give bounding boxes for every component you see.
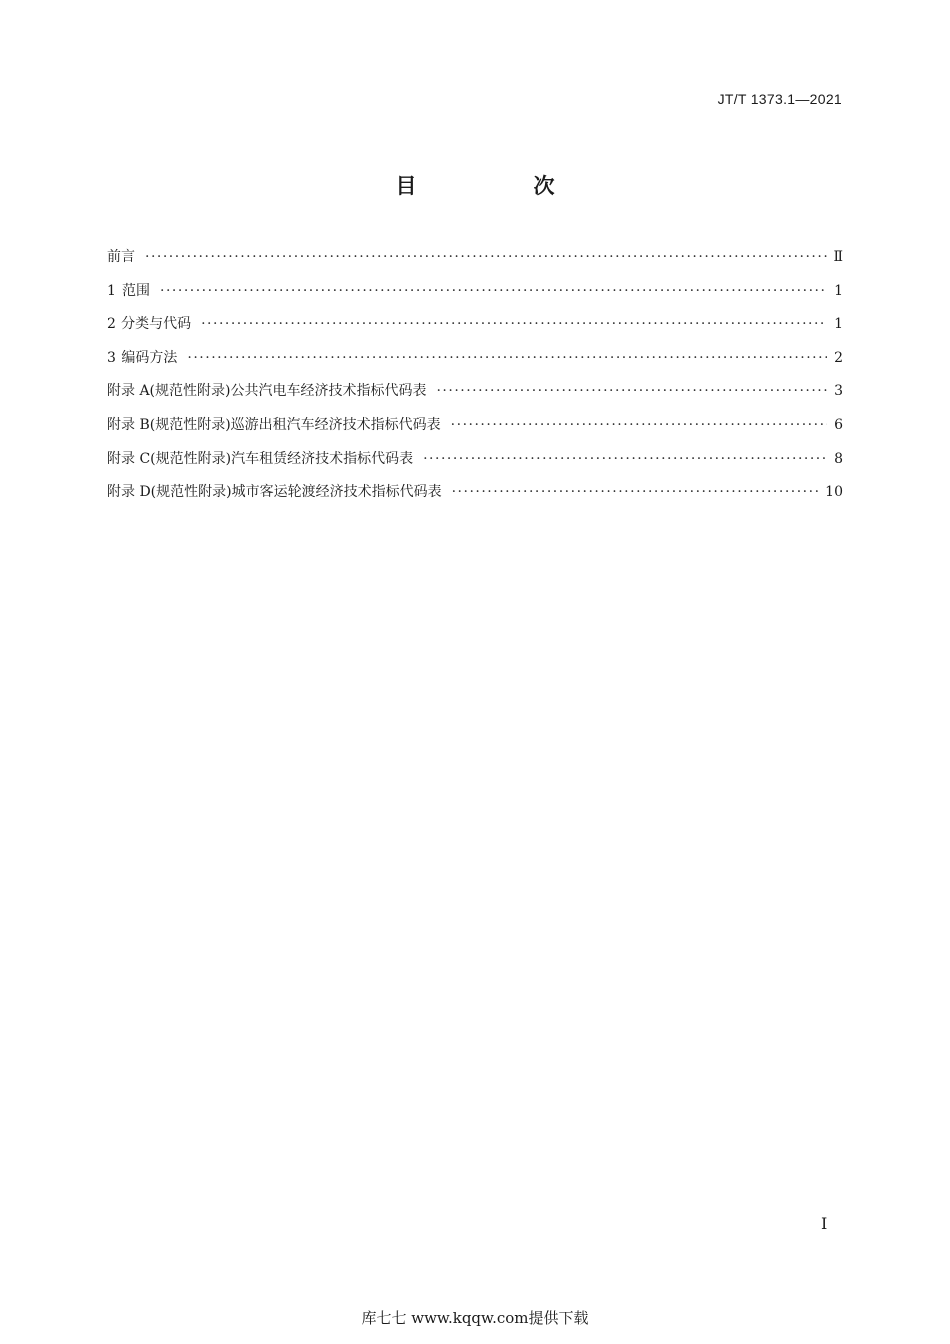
toc-entry-label: 汽车租赁经济技术指标代码表 bbox=[231, 450, 414, 467]
toc-entry-prefix: 附录 C(规范性附录) bbox=[107, 450, 232, 467]
toc-leader-dots bbox=[451, 414, 827, 436]
toc-entry-prefix: 附录 D(规范性附录) bbox=[107, 484, 232, 501]
table-of-contents bbox=[107, 246, 843, 515]
toc-entry-page: 10 bbox=[825, 484, 843, 501]
toc-entry-scope[interactable] bbox=[107, 280, 843, 314]
toc-entry-label: 巡游出租汽车经济技术指标代码表 bbox=[230, 416, 441, 433]
toc-entry-label: 城市客运轮渡经济技术指标代码表 bbox=[231, 484, 442, 501]
toc-entry-number: 3 bbox=[107, 349, 116, 366]
toc-entry-page: 3 bbox=[834, 383, 843, 400]
toc-leader-dots bbox=[423, 448, 827, 470]
toc-entry-appendix-c[interactable] bbox=[107, 448, 843, 482]
toc-entry-label: 编码方法 bbox=[121, 349, 178, 366]
toc-leader-dots bbox=[436, 380, 827, 402]
footer-watermark-text: 库七七 www.kqqw.com提供下载 bbox=[361, 1309, 589, 1327]
toc-entry-label: 前言 bbox=[107, 249, 135, 265]
toc-leader-dots bbox=[160, 280, 827, 302]
toc-entry-page: 1 bbox=[834, 316, 843, 333]
toc-entry-page: 6 bbox=[834, 416, 843, 433]
toc-entry-classification[interactable] bbox=[107, 313, 843, 347]
toc-entry-appendix-b[interactable] bbox=[107, 414, 843, 448]
page-number: Ⅰ bbox=[821, 1214, 828, 1233]
toc-entry-page: 2 bbox=[834, 349, 843, 366]
toc-entry-appendix-a[interactable] bbox=[107, 380, 843, 414]
toc-leader-dots bbox=[452, 481, 820, 503]
toc-entry-page: Ⅱ bbox=[833, 249, 843, 265]
toc-entry-label: 分类与代码 bbox=[121, 316, 192, 333]
standard-code: JT/T 1373.1—2021 bbox=[717, 91, 842, 107]
toc-entry-prefix: 附录 A(规范性附录) bbox=[107, 383, 231, 400]
toc-leader-dots bbox=[145, 246, 827, 268]
toc-entry-page: 8 bbox=[834, 450, 843, 467]
toc-entry-number: 2 bbox=[107, 316, 116, 333]
toc-leader-dots bbox=[187, 347, 827, 369]
toc-entry-label: 范围 bbox=[122, 282, 151, 299]
page-title: 目 次 bbox=[395, 174, 603, 198]
toc-entry-number: 1 bbox=[107, 282, 116, 299]
toc-entry-foreword[interactable] bbox=[107, 246, 843, 280]
toc-entry-prefix: 附录 B(规范性附录) bbox=[107, 416, 231, 433]
toc-entry-appendix-d[interactable] bbox=[107, 481, 843, 515]
toc-leader-dots bbox=[201, 313, 827, 335]
toc-entry-coding-method[interactable] bbox=[107, 347, 843, 381]
toc-entry-label: 公共汽电车经济技术指标代码表 bbox=[230, 383, 427, 400]
toc-entry-page: 1 bbox=[834, 282, 843, 299]
